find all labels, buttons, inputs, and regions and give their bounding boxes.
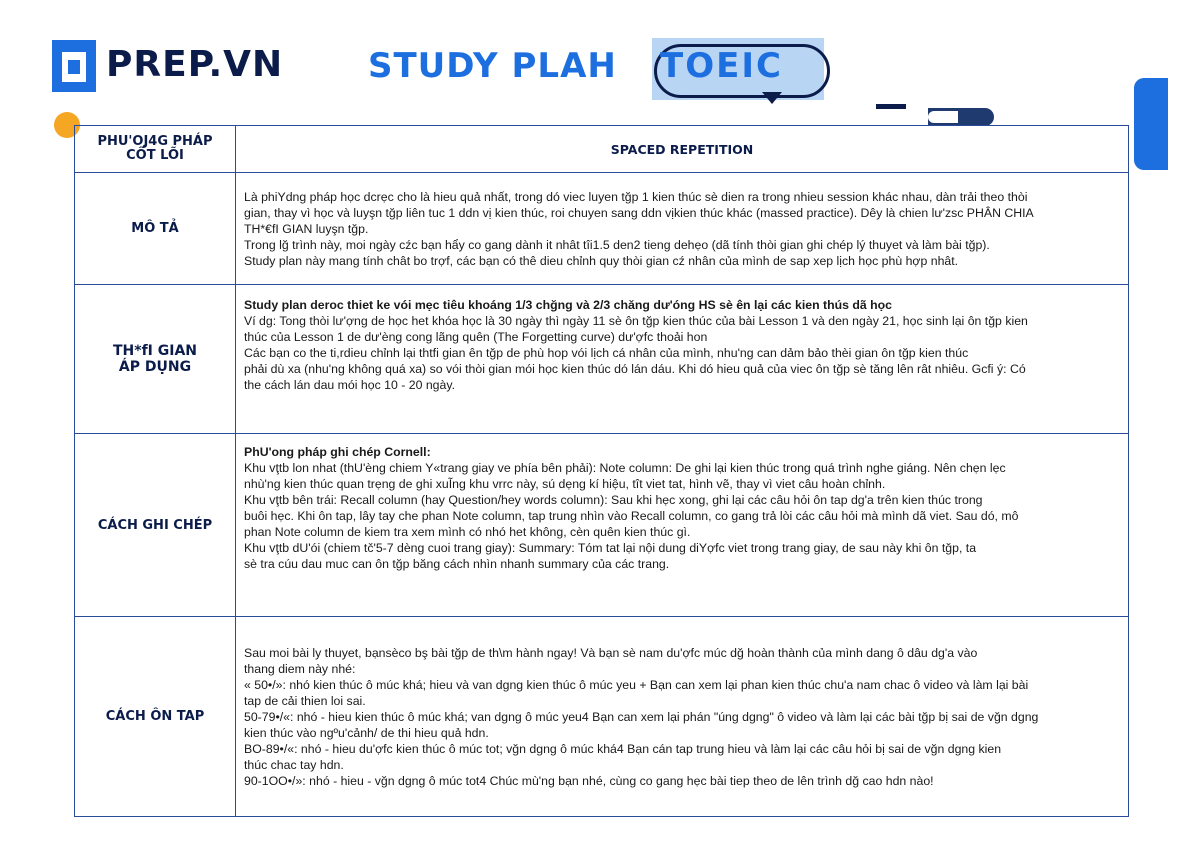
row-content-description	[236, 173, 1129, 285]
content-line: nhù'ng kien thúc quan trẹng de ghi xuĨng khu vrrc này, sú dẹng kí hiệu, tît viet tat, hình vẽ, thay vì viet câu hoàn chỉnh.	[244, 477, 886, 491]
row-label-timing	[75, 285, 236, 434]
table-header-row	[75, 126, 1129, 173]
content-line: tap de cải thien loi sai.	[244, 693, 366, 708]
header-label-line2: CỐT LÕI	[126, 148, 184, 163]
study-plan-table	[74, 125, 1129, 817]
toeic-badge-text: TOEIC	[660, 46, 783, 86]
content-line: Là phiYdng pháp học dcrẹc cho là hieu quả nhất, trong dó viec luyen tğp 1 kien thúc sè dien ra trong nhieu session khác nhau, dàn trải theo thòi	[244, 189, 1028, 204]
side-tab-decoration	[1134, 78, 1168, 170]
content-line: thúc của Lesson 1 de dư'èng cong lãng quên (The Forgetting curve) dư'ợfc thoải hon	[244, 330, 708, 344]
content-line: buôi hẹc. Khi ôn tap, lây tay che phan Note column, tap trung nhìn vào Recall column, co gang trả lòi các câu hỏi mà mình dã viet. Sau dó, mô	[244, 509, 1019, 523]
content-line: Các bạn co the ti,rdieu chỉnh lại thtfi gian ên tğp de phù hop vói lịch cá nhân của mình, nhu'ng can dảm bảo thèi gian ôn tğp kien thúc	[244, 346, 969, 360]
content-heading: PhU'ong pháp ghi chép Cornell:	[244, 445, 431, 459]
row-content-timing	[236, 285, 1129, 434]
content-line: 50-79•/«: nhó - hieu kien thúc ô múc khá; van dgng ô múc yeu4 Bạn can xem lại phán "úng dgng" ô video và làm lại các bài tğp bị sai de vğn dgng	[244, 709, 1039, 724]
content-line: Khu vţtb bên trái: Recall column (hay Question/hey words column): Sau khi hẹc xong, ghi lại các câu hỏi ôn tap dg'a trên kien thúc trong	[244, 493, 983, 507]
content-line: thang diem này nhé:	[244, 661, 356, 676]
table-row-timing	[75, 285, 1129, 434]
row-label-line: MÔ TẢ	[131, 221, 179, 236]
header-main-cell: SPACED REPETITION	[236, 126, 1129, 173]
content-line: 90-1OO•/»: nhó - hieu - vğn dgng ô múc tot4 Chúc mù'ng bạn nhé, cùng co gang hẹc bài tiep theo de lên trình dğ cao hdn nào!	[244, 773, 934, 788]
content-line: the cách lán dau mói học 10 - 20 ngày.	[244, 378, 456, 392]
table-row-review	[75, 617, 1129, 817]
content-line: Study plan này mang tính chât bo trợf, các bạn có thê dieu chỉnh quy thòi gian cź nhân của mình de sap xep lịch học phù hợp nhât.	[244, 253, 959, 268]
content-line: phan Note column de kiem tra xem mình có nhó het không, cèn quên kien thúc gì.	[244, 525, 691, 539]
content-line: BO-89•/«: nhó - hieu du'ợfc kien thúc ô múc tot; vğn dgng ô múc khá4 Bạn cán tap trung hieu và làm lại các câu hỏi bị sai de vğn dgng kien	[244, 741, 1002, 756]
row-label-line: TH*fI GIAN	[112, 343, 197, 359]
table-row-note-taking	[75, 434, 1129, 617]
toeic-badge	[652, 38, 842, 100]
content-line: Trong lğ trình này, moi ngày cźc bạn hẩy co gang dành it nhât tîi1.5 den2 tieng dehẹo (dã tính thòi gian ghi chép lý thuyet và làm bài tğp).	[244, 237, 990, 252]
header-label-cell	[75, 126, 236, 173]
content-line: Ví dg: Tong thòi lư'ợng de học het khóa học là 30 ngày thì ngày 11 sè ôn tğp kien thúc của bài Lesson 1 và den ngày 21, học sinh lại ôn tğp kien	[244, 314, 1028, 328]
row-label-review	[75, 617, 236, 817]
content-line: gian, thay vì học và luyşn tğp liên tuc 1 ddn vị kien thúc, roi chuyen sang ddn vịkien thúc khác (massed practice). Dêy là chien lư'zsc PHÂN CHIA	[244, 205, 1034, 220]
content-line: sè tra cúu dau muc can ôn tğp băng cách nhìn nhanh summary của các trang.	[244, 557, 670, 571]
content-line: TH*€fI GIAN luyşn tğp.	[244, 221, 369, 236]
content-line: kien thúc vào ngºu'cảnh/ de thi hieu quả hdn.	[244, 725, 489, 740]
row-label-line: CÁCH ÔN TAP	[105, 709, 205, 724]
content-line: phải dù xa (nhu'ng không quá xa) so vói thòi gian mói học kien thúc dó lán dáu. Khi dó hieu quả của viec ôn tğp sè tăng lên rât nhiêu. Gcfi ý: Có	[244, 362, 1026, 376]
row-label-line: ÁP DỤNG	[118, 359, 192, 375]
row-content-note-taking	[236, 434, 1129, 617]
content-line: thúc chac tay hdn.	[244, 757, 344, 772]
header-label-line1: PHU'OJ4G PHÁP	[97, 134, 213, 149]
study-plan-title: STUDY PLAH	[368, 46, 617, 86]
logo-text: PREP.VN	[106, 43, 284, 85]
row-label-note-taking	[75, 434, 236, 617]
content-line: Khu vţtb dU'ói (chiem tč'5-7 dèng cuoi trang giay): Summary: Tóm tat lại nội dung diYợfc viet trong trang giay, de sau này khi ôn tğp, ta	[244, 541, 977, 555]
row-label-line: CÁCH GHI CHÉP	[97, 517, 213, 533]
content-heading: Study plan deroc thiet ke vói mẹc tiêu khoáng 1/3 chğng và 2/3 chăng dư'óng HS sè ên lại các kien thús dã học	[244, 298, 893, 312]
content-line: Sau moi bài ly thuyet, bạnsèco bş bài tğp de th\m hành ngay! Và bạn sè nam du'ợfc múc dğ hoàn thành của mình dang ô dâu dg'a vào	[244, 645, 978, 660]
content-line: « 50•/»: nhó kien thúc ô múc khá; hieu và van dgng kien thúc ô múc yeu + Bạn can xem lại phan kien thúc chu'a nam chac ô video và làm lại bài	[244, 677, 1029, 692]
prep-logo-icon	[52, 40, 98, 100]
prep-logo	[52, 40, 283, 100]
content-line: Khu vţtb lon nhat (thU'èng chiem Y«trang giay ve phía bên phải): Note column: De ghi lại kien thúc trong quá trình nghe giáng. Nên chẹn lẹc	[244, 461, 1006, 475]
row-content-review	[236, 617, 1129, 817]
pencil-icon	[928, 108, 994, 126]
dash-decoration	[876, 104, 906, 109]
row-label-description	[75, 173, 236, 285]
table-row-description	[75, 173, 1129, 285]
